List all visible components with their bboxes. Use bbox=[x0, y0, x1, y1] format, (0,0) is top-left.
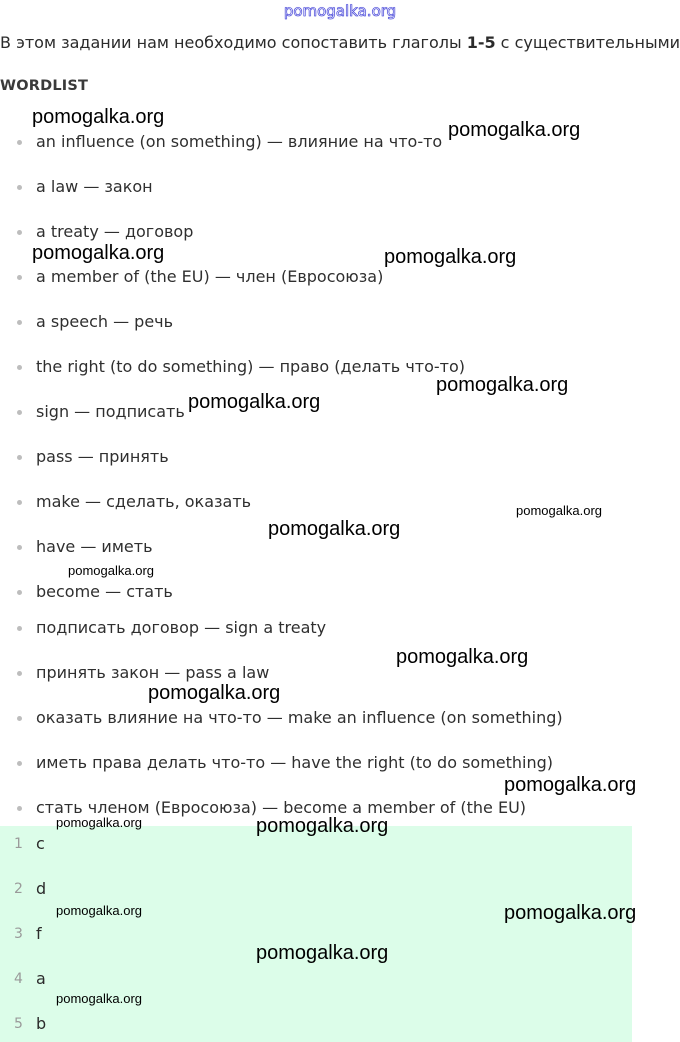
watermark: pomogalka.org bbox=[32, 242, 165, 264]
watermark: pomogalka.org bbox=[504, 902, 637, 924]
task-intro bbox=[0, 33, 680, 52]
watermark: pomogalka.org bbox=[448, 119, 581, 141]
list-item-text: become — стать bbox=[36, 582, 173, 601]
intro-text-after: с существительными bbox=[495, 33, 680, 52]
watermark: pomogalka.org bbox=[148, 682, 281, 704]
watermark: pomogalka.org bbox=[56, 903, 142, 918]
bullet-icon bbox=[17, 365, 22, 370]
list-item-text: стать членом (Евросоюза) — become a member of (the EU) bbox=[36, 798, 527, 817]
bullet-icon bbox=[17, 806, 22, 811]
wordlist-heading: WORDLIST bbox=[0, 78, 89, 94]
list-item-text: sign — подписать bbox=[36, 402, 185, 421]
answer-number: 2 bbox=[14, 881, 23, 897]
bullet-icon bbox=[17, 626, 22, 631]
bullet-icon bbox=[17, 230, 22, 235]
list-item-text: an influence (on something) — влияние на что-то bbox=[36, 132, 443, 151]
intro-range: 1-5 bbox=[466, 33, 496, 52]
bullet-icon bbox=[17, 140, 22, 145]
watermark: pomogalka.org bbox=[396, 646, 529, 668]
list-item-text: a speech — речь bbox=[36, 312, 174, 331]
bullet-icon bbox=[17, 545, 22, 550]
watermark: pomogalka.org bbox=[56, 815, 142, 830]
bullet-icon bbox=[17, 455, 22, 460]
watermark: pomogalka.org bbox=[32, 106, 165, 128]
watermark: pomogalka.org bbox=[188, 391, 321, 413]
answer-value: d bbox=[36, 879, 47, 898]
bullet-icon bbox=[17, 761, 22, 766]
bullet-icon bbox=[17, 275, 22, 280]
bullet-icon bbox=[17, 500, 22, 505]
watermark: pomogalka.org bbox=[268, 518, 401, 540]
answer-number: 4 bbox=[14, 971, 23, 987]
list-item-text: иметь права делать что-то — have the right (to do something) bbox=[36, 753, 554, 772]
watermark: pomogalka.org bbox=[436, 374, 569, 396]
list-item-text: принять закон — pass a law bbox=[36, 663, 270, 682]
answer-value: b bbox=[36, 1014, 47, 1033]
bullet-icon bbox=[17, 590, 22, 595]
bullet-icon bbox=[17, 410, 22, 415]
bullet-icon bbox=[17, 716, 22, 721]
bullet-icon bbox=[17, 185, 22, 190]
watermark: pomogalka.org bbox=[384, 246, 517, 268]
list-item-text: pass — принять bbox=[36, 447, 169, 466]
answer-number: 1 bbox=[14, 836, 23, 852]
answer-number: 5 bbox=[14, 1016, 23, 1032]
site-header-link[interactable]: pomogalka.org bbox=[283, 2, 397, 20]
answer-panel bbox=[0, 826, 632, 1042]
watermark: pomogalka.org bbox=[68, 563, 154, 578]
watermark: pomogalka.org bbox=[256, 815, 389, 837]
watermark: pomogalka.org bbox=[504, 774, 637, 796]
answer-value: c bbox=[36, 834, 45, 853]
list-item-text: have — иметь bbox=[36, 537, 153, 556]
list-item-text: the right (to do something) — право (делать что-то) bbox=[36, 357, 465, 376]
list-item-text: make — сделать, оказать bbox=[36, 492, 252, 511]
list-item-text: оказать влияние на что-то — make an influence (on something) bbox=[36, 708, 563, 727]
list-item-text: подписать договор — sign a treaty bbox=[36, 618, 327, 637]
list-item-text: a member of (the EU) — член (Евросоюза) bbox=[36, 267, 384, 286]
bullet-icon bbox=[17, 320, 22, 325]
answer-value: a bbox=[36, 969, 46, 988]
bullet-icon bbox=[17, 671, 22, 676]
answer-number: 3 bbox=[14, 926, 23, 942]
watermark: pomogalka.org bbox=[516, 503, 602, 518]
list-item-text: a law — закон bbox=[36, 177, 153, 196]
list-item-text: a treaty — договор bbox=[36, 222, 194, 241]
intro-text-before: В этом задании нам необходимо сопоставить глаголы bbox=[0, 33, 467, 52]
answer-value: f bbox=[36, 924, 42, 943]
watermark: pomogalka.org bbox=[56, 991, 142, 1006]
watermark: pomogalka.org bbox=[256, 942, 389, 964]
